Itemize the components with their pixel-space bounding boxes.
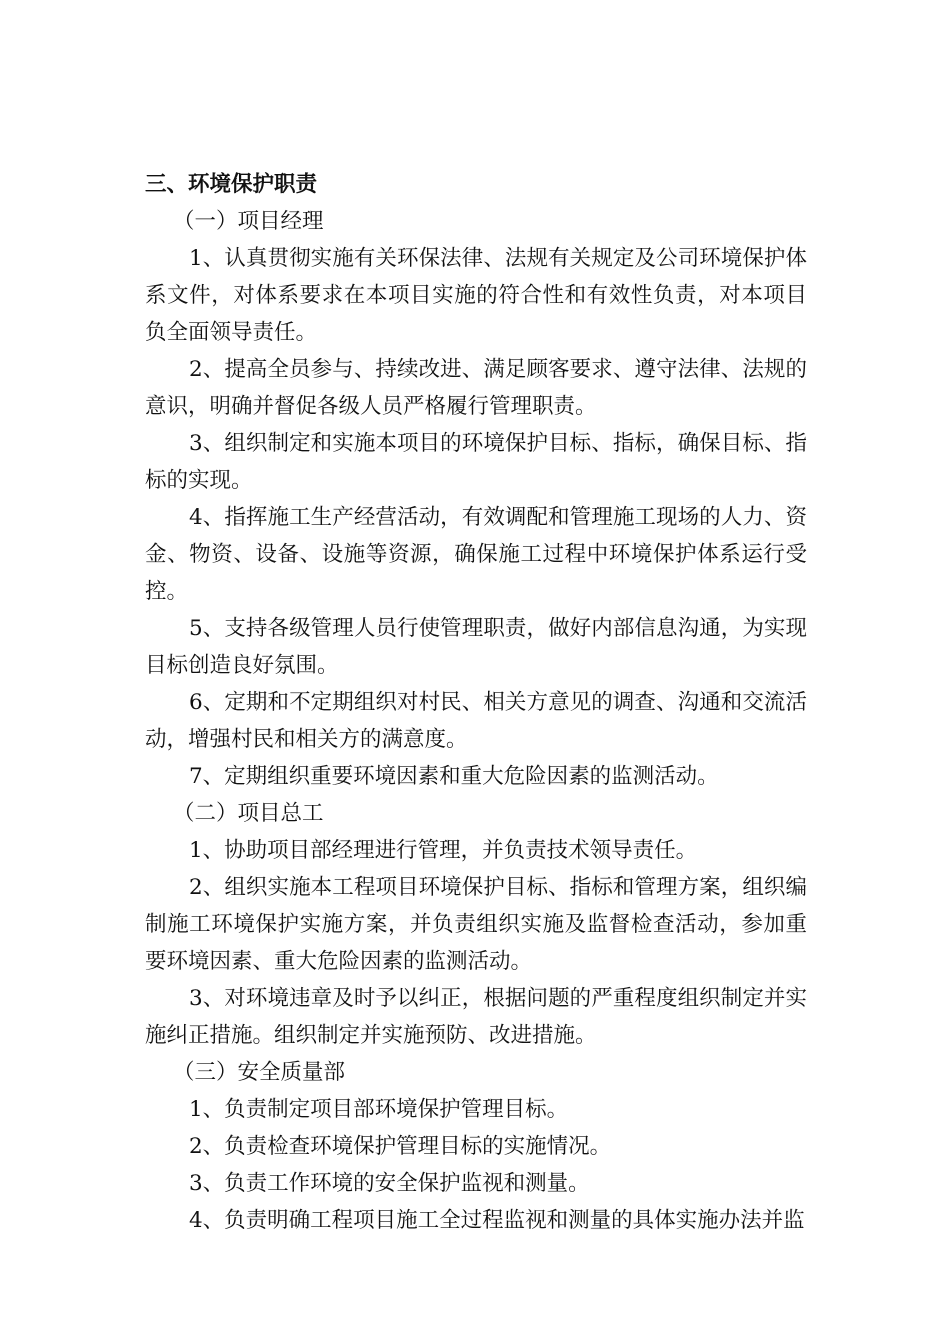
group-heading-chief-engineer: （二）项目总工 bbox=[173, 801, 324, 826]
paragraph: 4、指挥施工生产经营活动，有效调配和管理施工现场的人力、资金、物资、设备、设施等资源，确保施工过程中环境保护体系运行受控。 bbox=[145, 505, 807, 604]
group-heading-safety-quality-dept: （三）安全质量部 bbox=[173, 1060, 346, 1085]
paragraph: 1、负责制定项目部环境保护管理目标。 bbox=[189, 1097, 569, 1122]
paragraph: 7、定期组织重要环境因素和重大危险因素的监测活动。 bbox=[189, 764, 719, 789]
paragraph: 3、负责工作环境的安全保护监视和测量。 bbox=[189, 1171, 590, 1196]
paragraph: 3、对环境违章及时予以纠正，根据问题的严重程度组织制定并实施纠正措施。组织制定并实施预防、改进措施。 bbox=[145, 986, 807, 1048]
group-heading-project-manager: （一）项目经理 bbox=[173, 209, 324, 234]
paragraph: 1、协助项目部经理进行管理，并负责技术领导责任。 bbox=[189, 838, 698, 863]
document-body bbox=[145, 166, 807, 1239]
paragraph: 6、定期和不定期组织对村民、相关方意见的调查、沟通和交流活动，增强村民和相关方的满意度。 bbox=[145, 690, 807, 752]
paragraph: 2、负责检查环境保护管理目标的实施情况。 bbox=[189, 1134, 612, 1159]
paragraph: 3、组织制定和实施本项目的环境保护目标、指标，确保目标、指标的实现。 bbox=[145, 431, 807, 493]
paragraph: 1、认真贯彻实施有关环保法律、法规有关规定及公司环境保护体系文件，对体系要求在本项目实施的符合性和有效性负责，对本项目负全面领导责任。 bbox=[145, 246, 807, 345]
paragraph: 2、提高全员参与、持续改进、满足顾客要求、遵守法律、法规的意识，明确并督促各级人员严格履行管理职责。 bbox=[145, 357, 807, 419]
section-title: 三、环境保护职责 bbox=[145, 172, 318, 197]
paragraph: 4、负责明确工程项目施工全过程监视和测量的具体实施办法并监 bbox=[189, 1208, 805, 1233]
paragraph: 5、支持各级管理人员行使管理职责，做好内部信息沟通，为实现目标创造良好氛围。 bbox=[145, 616, 807, 678]
paragraph: 2、组织实施本工程项目环境保护目标、指标和管理方案，组织编制施工环境保护实施方案，并负责组织实施及监督检查活动，参加重要环境因素、重大危险因素的监测活动。 bbox=[145, 875, 807, 974]
